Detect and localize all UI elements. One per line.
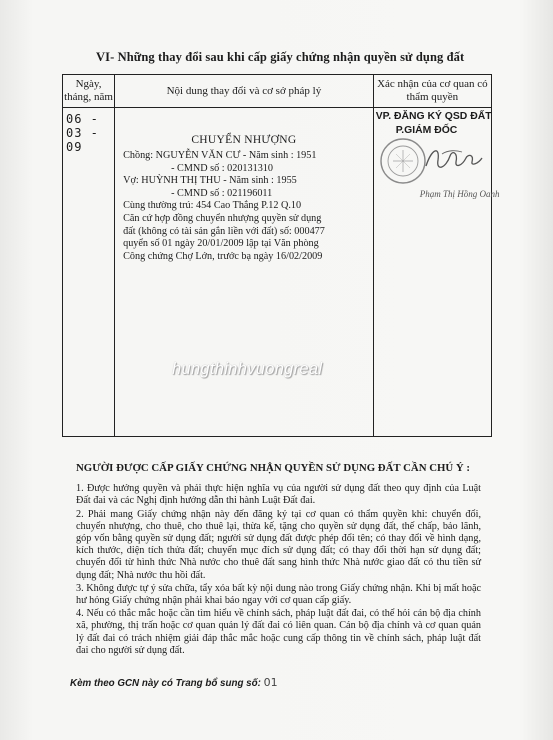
detail-line: đất (không có tài sản gắn liền với đất) số: 000477: [123, 225, 325, 237]
supplement-number: 01: [263, 676, 278, 689]
official-seal-icon: [378, 136, 428, 186]
table-row: [63, 108, 492, 437]
detail-line: - CMND số : 021196011: [171, 187, 273, 199]
signer-role: P.GIÁM ĐỐC: [395, 125, 458, 136]
notice-item: 3. Không được tự ý sửa chữa, tẩy xóa bất kỳ nội dung nào trong Giấy chứng nhận. Khi bị mất hoặc hư hỏng Giấy chứng nhận phải khai báo ngay với cơ quan cấp giấy.: [76, 582, 481, 607]
supplement-label: Kèm theo GCN này có Trang bổ sung số:: [70, 678, 261, 689]
change-type: CHUYỂN NHƯỢNG: [191, 134, 297, 146]
detail-line: Vợ: HUỲNH THỊ THU - Năm sinh : 1955: [123, 175, 297, 187]
detail-line: Cùng thường trú: 454 Cao Thắng P.12 Q.10: [123, 200, 302, 212]
table-header-row: [63, 75, 492, 108]
notice-item: 2. Phải mang Giấy chứng nhận này đến đăng ký tại cơ quan có thẩm quyền khi: chuyển đổi, chuyển nhượng, cho thuê, cho thuê lại, thừa kế, tặng cho quyền sử dụng đất, thế chấp, bảo lãnh, góp vốn bằng quyền sử dụng đất; người sử dụng đất được phép đổi tên; có thay đổi về hình dạng, kích thước, diện tích thửa đất; chuyển mục đích sử dụng đất; có thay đổi thời hạn sử dụng đất; chuyển đổi từ hình thức Nhà nước cho thuê đất sang hình thức Nhà nước giao đất có thu tiền sử dụng đất; Nhà nước thu hồi đất.: [76, 508, 481, 581]
supplement-note: [70, 676, 278, 689]
date-cell: [63, 108, 115, 437]
change-date: 06 - 03 - 09: [66, 112, 99, 154]
detail-line: Chồng: NGUYỄN VĂN CƯ - Năm sinh : 1951: [123, 150, 317, 161]
header-approval: Xác nhận của cơ quan có thẩm quyền: [373, 75, 491, 108]
signature-icon: [422, 142, 486, 178]
header-content: Nội dung thay đổi và cơ sở pháp lý: [115, 75, 374, 108]
detail-line: quyển số 01 ngày 20/01/2009 lập tại Văn phòng: [123, 238, 319, 250]
office-name: VP. ĐĂNG KÝ QSD ĐẤT: [375, 111, 492, 122]
detail-line: Công chứng Chợ Lớn, trước bạ ngày 16/02/2009: [123, 250, 323, 262]
header-date: Ngày, tháng, năm: [63, 75, 115, 108]
notice-section: [76, 462, 481, 658]
content-cell: [115, 108, 374, 437]
section-title: VI- Những thay đổi sau khi cấp giấy chứng nhận quyền sử dụng đất: [96, 50, 465, 64]
notice-item: 4. Nếu có thắc mắc hoặc cần tìm hiểu về chính sách, pháp luật đất đai, có thể hỏi cán bộ địa chính xã, phường, thị trấn hoặc cơ quan quản lý đất đai có liên quan. Cán bộ địa chính và cơ quan quản lý đất đai có trách nhiệm giải đáp thắc mắc hoặc cung cấp thông tin về chính sách, pháp luật đất đai cho người sử dụng đất.: [76, 608, 481, 656]
change-details: [123, 150, 371, 263]
changes-table: [62, 74, 500, 437]
detail-line: - CMND số : 020131310: [171, 162, 273, 174]
signer-name: Phạm Thị Hồng Oanh: [419, 189, 500, 199]
watermark: hungthinhvuongreal: [172, 360, 323, 378]
detail-line: Căn cứ hợp đồng chuyển nhượng quyền sử dụng: [123, 212, 322, 224]
approval-cell: [373, 108, 500, 437]
notice-item: 1. Được hưởng quyền và phải thực hiện nghĩa vụ của người sử dụng đất theo quy định của Luật Đất đai và các Nghị định hướng dẫn thi hành Luật Đất đai.: [76, 483, 481, 507]
notice-title: NGƯỜI ĐƯỢC CẤP GIẤY CHỨNG NHẬN QUYỀN SỬ DỤNG ĐẤT CẦN CHÚ Ý :: [76, 462, 470, 474]
